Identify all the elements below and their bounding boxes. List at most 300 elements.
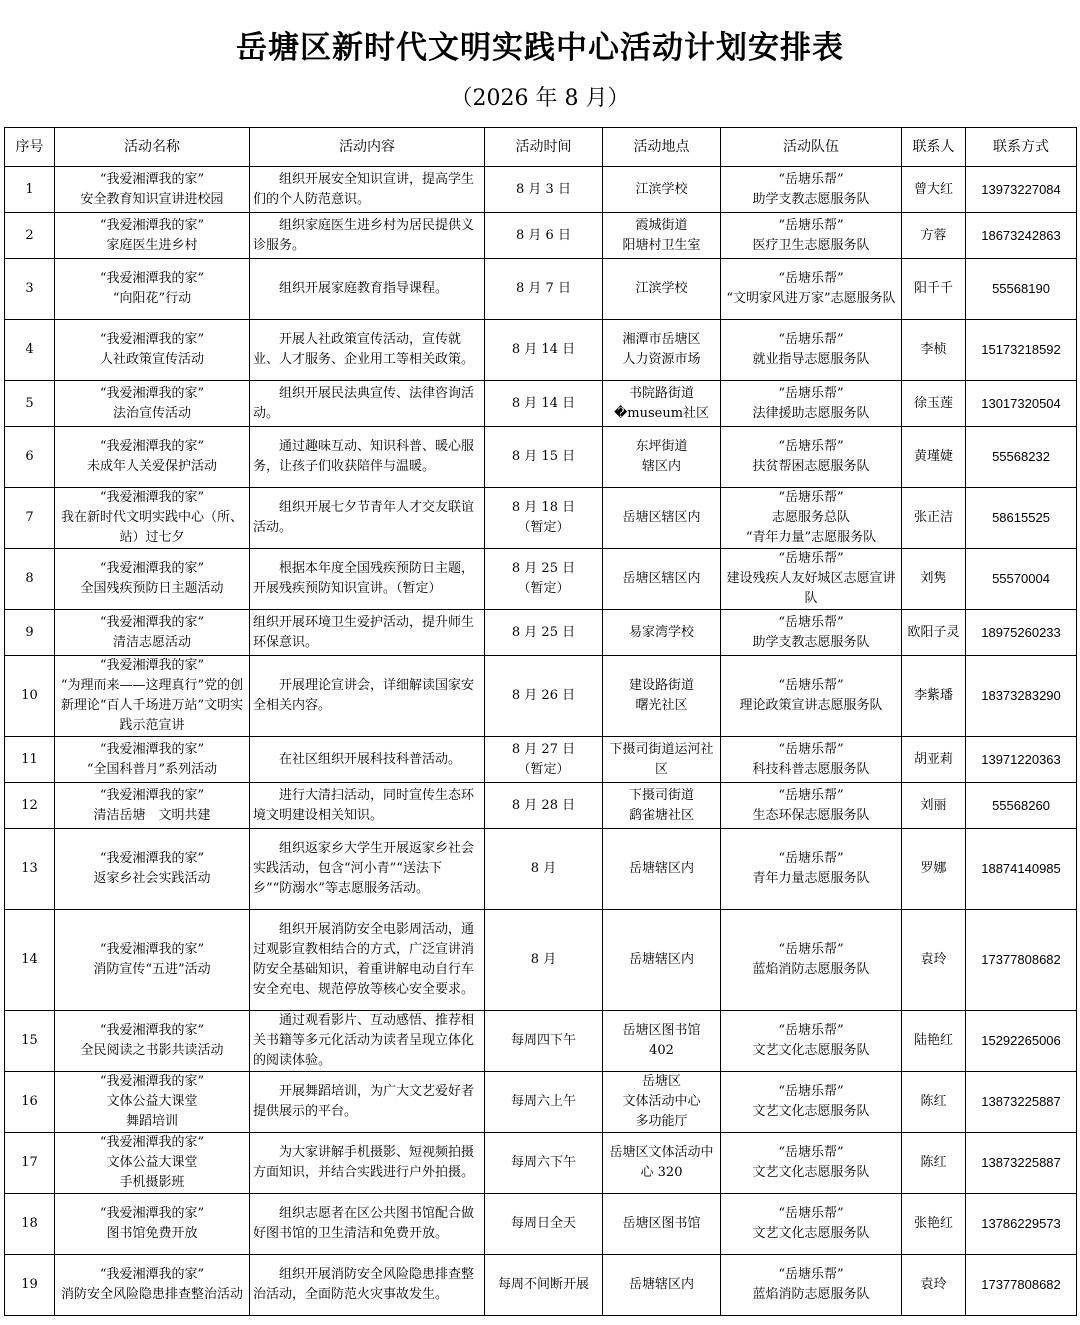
activity-name-cell: [55, 1133, 250, 1194]
activity-place: 岳塘辖区内: [628, 952, 694, 967]
activity-content-cell: [250, 829, 485, 910]
activity-content: 根据本年度全国残疾预防日主题，开展残疾预防知识宣讲。（暂定）: [253, 561, 475, 596]
activity-time: 8 月: [530, 952, 557, 967]
activity-time: 每周四下午: [510, 1033, 576, 1048]
contact-phone: 17377808682: [981, 952, 1061, 967]
activity-content-cell: [250, 259, 485, 320]
row-number-cell: [5, 1072, 55, 1133]
activity-content-cell: [250, 1133, 485, 1194]
contact-person: 袁玲: [920, 952, 947, 967]
activity-time: 8 月 28 日: [511, 797, 576, 813]
contact-phone: 13786229573: [981, 1216, 1061, 1231]
activity-name: “我爱湘潭我的家” “向阳花”行动: [99, 271, 205, 306]
activity-content-cell: [250, 1011, 485, 1072]
activity-name: “我爱湘潭我的家” 法治宣传活动: [99, 385, 205, 421]
activity-name-cell: [55, 910, 250, 1011]
row-number: 7: [25, 510, 34, 525]
contact-person-cell: [902, 320, 966, 381]
row-number-cell: [5, 427, 55, 488]
row-number: 3: [25, 281, 34, 296]
contact-phone: 55568232: [992, 449, 1050, 464]
activity-content-cell: [250, 910, 485, 1011]
contact-phone-cell: [966, 1255, 1077, 1316]
contact-person-cell: [902, 381, 966, 427]
activity-name-cell: [55, 259, 250, 320]
activity-content: 开展舞蹈培训，为广大文艺爱好者提供展示的平台。: [253, 1084, 475, 1119]
activity-name-cell: [55, 1011, 250, 1072]
row-number: 11: [21, 751, 38, 767]
activity-time: 8 月: [530, 861, 557, 876]
activity-team: “岳塘乐帮” 扶贫帮困志愿服务队: [752, 439, 870, 474]
row-number: 16: [21, 1094, 38, 1109]
activity-time: 8 月 25 日: [511, 624, 576, 640]
header-cell: 联系方式: [966, 128, 1077, 167]
activity-content-cell: [250, 1072, 485, 1133]
activity-team-cell: [721, 1011, 902, 1072]
activity-place: 下摄司街道 鹞雀塘社区: [628, 787, 694, 823]
activity-place-cell: [603, 213, 721, 259]
row-number: 18: [21, 1216, 38, 1231]
table-row: [5, 1072, 1077, 1133]
activity-team: “岳塘乐帮” 科技科普志愿服务队: [752, 741, 870, 777]
activity-name-cell: [55, 1072, 250, 1133]
activity-name: “我爱湘潭我的家” 消防宣传“五进”活动: [93, 942, 211, 977]
contact-phone-cell: [966, 610, 1077, 656]
activity-team-cell: [721, 167, 902, 213]
activity-team-cell: [721, 259, 902, 320]
activity-content: 组织开展消防安全电影周活动，通过观影宣教相结合的方式，广泛宣讲消防安全基础知识，着重讲解电动自行车安全充电、规范停放等核心安全要求。: [253, 922, 475, 997]
activity-content: 组织开展环境卫生爱护活动，提升师生环保意识。: [253, 614, 475, 650]
activity-team-cell: [721, 488, 902, 549]
table-row: [5, 167, 1077, 213]
contact-person: 黄瑾婕: [913, 449, 953, 464]
activity-name: “我爱湘潭我的家” 未成年人关爱保护活动: [86, 439, 217, 474]
row-number-cell: [5, 320, 55, 381]
table-row: [5, 1255, 1077, 1316]
activity-place: 东坪街道 辖区内: [635, 439, 688, 474]
activity-place-cell: [603, 320, 721, 381]
activity-place: 岳塘区 文体活动中心 多功能厅: [622, 1074, 701, 1129]
activity-time: 8 月 7 日: [516, 281, 571, 296]
activity-content: 组织家庭医生进乡村为居民提供义诊服务。: [253, 217, 475, 253]
contact-phone-cell: [966, 381, 1077, 427]
activity-time: 8 月 14 日: [511, 342, 576, 357]
row-number: 10: [21, 688, 38, 703]
contact-person: 陈红: [920, 1155, 947, 1170]
activity-time-cell: [485, 737, 603, 783]
activity-content-cell: [250, 488, 485, 549]
activity-time: 8 月 3 日: [516, 181, 571, 197]
table-row: [5, 1194, 1077, 1255]
row-number: 12: [21, 797, 38, 813]
activity-content: 组织开展七夕节青年人才交友联谊活动。: [253, 500, 475, 535]
activity-team-cell: [721, 549, 902, 610]
activity-name: “我爱湘潭我的家” 消防安全风险隐患排查整治活动: [60, 1267, 243, 1302]
activity-name-cell: [55, 1255, 250, 1316]
activity-place: 易家湾学校: [628, 624, 694, 640]
contact-phone-cell: [966, 656, 1077, 737]
contact-person-cell: [902, 1194, 966, 1255]
table-row: [5, 427, 1077, 488]
activity-place-cell: [603, 427, 721, 488]
activity-name-cell: [55, 783, 250, 829]
activity-time-cell: [485, 610, 603, 656]
activity-name-cell: [55, 213, 250, 259]
contact-phone-cell: [966, 829, 1077, 910]
contact-person: 陆艳红: [913, 1033, 953, 1048]
activity-time-cell: [485, 783, 603, 829]
activity-name: “我爱湘潭我的家” 人社政策宣传活动: [99, 332, 205, 367]
activity-content: 组织开展安全知识宣讲，提高学生们的个人防范意识。: [253, 171, 475, 207]
row-number-cell: [5, 737, 55, 783]
contact-person: 欧阳子灵: [907, 624, 960, 640]
table-row: [5, 783, 1077, 829]
activity-content-cell: [250, 320, 485, 381]
activity-team: “岳塘乐帮” 文艺文化志愿服务队: [752, 1206, 870, 1241]
contact-person: 曾大红: [913, 181, 953, 197]
activity-time-cell: [485, 1194, 603, 1255]
activity-content: 开展理论宣讲会，详细解读国家安全相关内容。: [253, 678, 475, 713]
activity-place: 江滨学校: [635, 281, 688, 296]
activity-content-cell: [250, 549, 485, 610]
activity-name: “我爱湘潭我的家” 清洁志愿活动: [99, 614, 205, 650]
activity-name-cell: [55, 381, 250, 427]
activity-name-cell: [55, 610, 250, 656]
row-number: 17: [21, 1155, 38, 1170]
activity-place-cell: [603, 1255, 721, 1316]
contact-person: 刘丽: [920, 797, 947, 813]
contact-phone: 18874140985: [981, 861, 1061, 876]
row-number: 9: [25, 624, 34, 640]
activity-time-cell: [485, 427, 603, 488]
activity-time: 8 月 25 日 （暂定）: [511, 561, 576, 596]
activity-name: “我爱湘潭我的家” “全国科普月”系列活动: [86, 741, 218, 777]
activity-team-cell: [721, 910, 902, 1011]
header-cell: 活动时间: [485, 128, 603, 167]
row-number-cell: [5, 381, 55, 427]
contact-phone: 18673242863: [981, 227, 1061, 243]
contact-person: 刘隽: [920, 571, 947, 586]
activity-team: “岳塘乐帮” 志愿服务总队 “青年力量”志愿服务队: [745, 490, 877, 545]
activity-place-cell: [603, 549, 721, 610]
activity-team: “岳塘乐帮” 助学支教志愿服务队: [752, 171, 870, 207]
activity-place-cell: [603, 1011, 721, 1072]
contact-person-cell: [902, 1255, 966, 1316]
activity-content-cell: [250, 213, 485, 259]
table-row: [5, 488, 1077, 549]
activity-name-cell: [55, 488, 250, 549]
activity-place: 岳塘辖区内: [628, 1277, 694, 1292]
activity-team: “岳塘乐帮” 青年力量志愿服务队: [752, 851, 870, 886]
contact-phone-cell: [966, 1133, 1077, 1194]
activity-team: “岳塘乐帮” 法律援助志愿服务队: [752, 385, 870, 421]
contact-phone: 18373283290: [981, 688, 1061, 703]
contact-person-cell: [902, 656, 966, 737]
row-number-cell: [5, 1011, 55, 1072]
activity-time: 8 月 6 日: [516, 227, 571, 243]
contact-phone-cell: [966, 1011, 1077, 1072]
contact-person: 陈红: [920, 1094, 947, 1109]
activity-place: 岳塘辖区内: [628, 861, 694, 876]
contact-phone-cell: [966, 1072, 1077, 1133]
activity-team-cell: [721, 1194, 902, 1255]
row-number-cell: [5, 829, 55, 910]
activity-time-cell: [485, 1072, 603, 1133]
contact-person-cell: [902, 829, 966, 910]
activity-team-cell: [721, 1255, 902, 1316]
activity-place: 岳塘区图书馆 402: [622, 1023, 701, 1058]
activity-content: 组织返家乡大学生开展返家乡社会实践活动，包含“河小青”“送法下乡”“防溺水”等志愿服务活动。: [253, 841, 475, 896]
activity-time: 8 月 18 日 （暂定）: [511, 500, 576, 535]
contact-person-cell: [902, 783, 966, 829]
activity-place-cell: [603, 656, 721, 737]
contact-person-cell: [902, 549, 966, 610]
activity-place: 下摄司街道运河社区: [609, 741, 714, 777]
contact-person-cell: [902, 737, 966, 783]
activity-place-cell: [603, 488, 721, 549]
activity-place: 岳塘区图书馆: [622, 1216, 701, 1231]
contact-phone-cell: [966, 167, 1077, 213]
header-cell: 序号: [5, 128, 55, 167]
activity-name: “我爱湘潭我的家” 清洁岳塘 文明共建: [93, 787, 211, 823]
header-cell: 活动队伍: [721, 128, 902, 167]
contact-phone: 55570004: [992, 571, 1050, 586]
activity-name: “我爱湘潭我的家” 全国残疾预防日主题活动: [80, 561, 224, 596]
contact-phone: 55568260: [992, 797, 1050, 813]
contact-phone-cell: [966, 427, 1077, 488]
activity-content: 为大家讲解手机摄影、短视频拍摄方面知识，并结合实践进行户外拍摄。: [253, 1145, 475, 1180]
table-row: [5, 259, 1077, 320]
activity-place-cell: [603, 1194, 721, 1255]
activity-time: 8 月 27 日 （暂定）: [511, 741, 576, 777]
activity-time-cell: [485, 549, 603, 610]
row-number-cell: [5, 783, 55, 829]
row-number: 14: [21, 952, 38, 967]
activity-time-cell: [485, 488, 603, 549]
activity-time: 8 月 14 日: [511, 395, 576, 411]
activity-time-cell: [485, 167, 603, 213]
contact-person: 李紫璠: [913, 688, 953, 703]
activity-time: 每周六下午: [510, 1155, 576, 1170]
contact-phone-cell: [966, 213, 1077, 259]
activity-place: 建设路街道 曙光社区: [628, 678, 694, 713]
contact-phone: 13017320504: [981, 395, 1061, 411]
activity-content-cell: [250, 381, 485, 427]
row-number-cell: [5, 1133, 55, 1194]
page-subtitle: （2026 年 8 月）: [450, 86, 630, 111]
activity-name-cell: [55, 656, 250, 737]
contact-person-cell: [902, 213, 966, 259]
activity-name: “我爱湘潭我的家” “为理而来——这理真行”党的创新理论“百人千场进万站”文明实践示范宣讲: [60, 658, 244, 733]
activity-name-cell: [55, 549, 250, 610]
activity-content: 在社区组织开展科技科普活动。: [253, 751, 462, 767]
row-number-cell: [5, 213, 55, 259]
header-row: [5, 128, 1077, 167]
table-row: [5, 1011, 1077, 1072]
activity-team: “岳塘乐帮” 蓝焰消防志愿服务队: [752, 942, 870, 977]
table-row: [5, 320, 1077, 381]
contact-person: 袁玲: [920, 1277, 947, 1292]
row-number: 13: [21, 861, 38, 876]
contact-phone-cell: [966, 737, 1077, 783]
activity-team-cell: [721, 783, 902, 829]
contact-person: 徐玉莲: [913, 395, 953, 411]
row-number-cell: [5, 488, 55, 549]
activity-name: “我爱湘潭我的家” 文体公益大课堂 手机摄影班: [99, 1135, 205, 1190]
contact-person: 张正洁: [913, 510, 953, 525]
activity-name-cell: [55, 1194, 250, 1255]
contact-phone: 13973227084: [981, 181, 1061, 197]
row-number: 19: [21, 1277, 38, 1292]
row-number-cell: [5, 549, 55, 610]
activity-place-cell: [603, 783, 721, 829]
activity-content-cell: [250, 1194, 485, 1255]
activity-name-cell: [55, 167, 250, 213]
contact-phone-cell: [966, 910, 1077, 1011]
activity-time-cell: [485, 320, 603, 381]
row-number: 1: [25, 181, 34, 197]
activity-team-cell: [721, 381, 902, 427]
activity-name: “我爱湘潭我的家” 全民阅读之书影共读活动: [80, 1023, 224, 1058]
activity-place-cell: [603, 610, 721, 656]
activity-name: “我爱湘潭我的家” 返家乡社会实践活动: [93, 851, 211, 886]
activity-team: “岳塘乐帮” 蓝焰消防志愿服务队: [752, 1267, 870, 1302]
activity-time-cell: [485, 213, 603, 259]
contact-person-cell: [902, 610, 966, 656]
activity-name: “我爱湘潭我的家” 家庭医生进乡村: [99, 217, 205, 253]
activity-time: 8 月 26 日: [511, 688, 576, 703]
activity-name: “我爱湘潭我的家” 我在新时代文明实践中心（所、站）过七夕: [60, 490, 243, 545]
activity-plan-table: [4, 127, 1077, 1316]
activity-name: “我爱湘潭我的家” 安全教育知识宣讲进校园: [80, 171, 224, 207]
activity-content: 开展人社政策宣传活动，宣传就业、人才服务、企业用工等相关政策。: [253, 332, 475, 367]
activity-content: 通过趣味互动、知识科普、暖心服务，让孩子们收获陪伴与温暖。: [253, 439, 475, 474]
activity-content: 组织开展消防安全风险隐患排查整治活动，全面防范火灾事故发生。: [253, 1267, 475, 1302]
activity-place: 湘潭市岳塘区 人力资源市场: [622, 332, 701, 367]
activity-content-cell: [250, 427, 485, 488]
activity-content-cell: [250, 783, 485, 829]
activity-name-cell: [55, 829, 250, 910]
contact-person-cell: [902, 1072, 966, 1133]
activity-time-cell: [485, 259, 603, 320]
contact-phone: 15292265006: [981, 1033, 1061, 1048]
activity-place-cell: [603, 737, 721, 783]
activity-team: “岳塘乐帮” 文艺文化志愿服务队: [752, 1023, 870, 1058]
row-number-cell: [5, 910, 55, 1011]
contact-phone-cell: [966, 783, 1077, 829]
contact-phone: 58615525: [992, 510, 1050, 525]
activity-place: 岳塘区辖区内: [622, 571, 701, 586]
activity-team: “岳塘乐帮” 就业指导志愿服务队: [752, 332, 870, 367]
table-row: [5, 737, 1077, 783]
row-number-cell: [5, 610, 55, 656]
contact-phone: 18975260233: [981, 624, 1061, 640]
contact-phone-cell: [966, 1194, 1077, 1255]
page-title: 岳塘区新时代文明实践中心活动计划安排表: [236, 30, 844, 66]
activity-place-cell: [603, 1133, 721, 1194]
activity-team: “岳塘乐帮” 建设残疾人友好城区志愿宣讲队: [726, 551, 896, 606]
activity-content: 进行大清扫活动，同时宣传生态环境文明建设相关知识。: [253, 787, 475, 823]
activity-time-cell: [485, 910, 603, 1011]
activity-time-cell: [485, 1255, 603, 1316]
row-number-cell: [5, 1255, 55, 1316]
contact-phone: 55568190: [992, 281, 1050, 296]
row-number: 15: [21, 1033, 38, 1048]
activity-place-cell: [603, 381, 721, 427]
table-row: [5, 381, 1077, 427]
activity-time-cell: [485, 381, 603, 427]
table-row: [5, 829, 1077, 910]
activity-team-cell: [721, 737, 902, 783]
row-number: 8: [25, 571, 34, 586]
activity-place: 岳塘区辖区内: [622, 510, 701, 525]
activity-team-cell: [721, 829, 902, 910]
activity-team: “岳塘乐帮” 文艺文化志愿服务队: [752, 1145, 870, 1180]
activity-team-cell: [721, 656, 902, 737]
contact-person-cell: [902, 1011, 966, 1072]
contact-phone: 17377808682: [981, 1277, 1061, 1292]
contact-phone-cell: [966, 259, 1077, 320]
header-cell: 活动内容: [250, 128, 485, 167]
activity-team: “岳塘乐帮” 生态环保志愿服务队: [752, 787, 870, 823]
contact-person: 方蓉: [920, 227, 947, 243]
activity-content-cell: [250, 656, 485, 737]
table-row: [5, 213, 1077, 259]
activity-team-cell: [721, 427, 902, 488]
activity-place-cell: [603, 259, 721, 320]
activity-time-cell: [485, 656, 603, 737]
activity-name-cell: [55, 427, 250, 488]
row-number: 2: [25, 227, 34, 243]
contact-person-cell: [902, 910, 966, 1011]
activity-team: “岳塘乐帮” 理论政策宣讲志愿服务队: [739, 678, 883, 713]
activity-name-cell: [55, 737, 250, 783]
contact-phone-cell: [966, 549, 1077, 610]
activity-time: 每周六上午: [510, 1094, 576, 1109]
activity-team-cell: [721, 213, 902, 259]
contact-person-cell: [902, 167, 966, 213]
activity-name: “我爱湘潭我的家” 图书馆免费开放: [99, 1206, 205, 1241]
activity-content-cell: [250, 610, 485, 656]
contact-person-cell: [902, 427, 966, 488]
activity-team: “岳塘乐帮” 文艺文化志愿服务队: [752, 1084, 870, 1119]
row-number: 6: [25, 449, 34, 464]
contact-person: 罗娜: [920, 861, 947, 876]
activity-content-cell: [250, 737, 485, 783]
activity-team: “岳塘乐帮” 医疗卫生志愿服务队: [752, 217, 870, 253]
activity-team-cell: [721, 320, 902, 381]
table-row: [5, 656, 1077, 737]
activity-place-cell: [603, 167, 721, 213]
activity-team-cell: [721, 1072, 902, 1133]
contact-person-cell: [902, 488, 966, 549]
activity-place-cell: [603, 829, 721, 910]
activity-time: 每周日全天: [510, 1216, 576, 1231]
activity-time-cell: [485, 829, 603, 910]
activity-content: 组织志愿者在区公共图书馆配合做好图书馆的卫生清洁和免费开放。: [253, 1206, 475, 1241]
contact-person: 阳千千: [913, 281, 953, 296]
activity-name-cell: [55, 320, 250, 381]
activity-place: 江滨学校: [635, 181, 688, 197]
row-number: 4: [25, 342, 34, 357]
header-cell: 活动名称: [55, 128, 250, 167]
contact-phone-cell: [966, 320, 1077, 381]
activity-name: “我爱湘潭我的家” 文体公益大课堂 舞蹈培训: [99, 1074, 205, 1129]
activity-time: 8 月 15 日: [511, 449, 576, 464]
activity-time: 每周不间断开展: [497, 1277, 589, 1292]
activity-place: 霞城街道 阳塘村卫生室: [622, 217, 701, 253]
activity-time-cell: [485, 1133, 603, 1194]
